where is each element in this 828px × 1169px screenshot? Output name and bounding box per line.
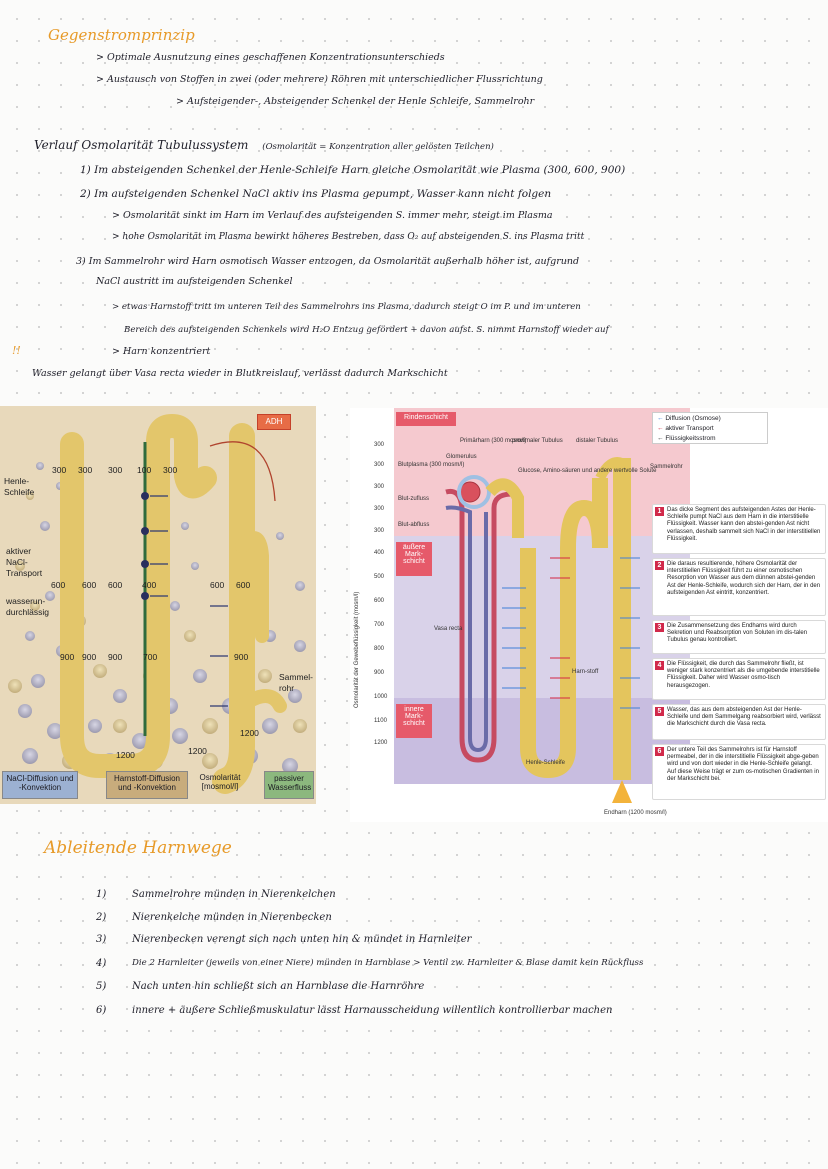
list-item: Nach unten hin schließt sich an Harnblase die Harnröhre [132,981,425,992]
osmo-value: 600 [210,580,225,590]
text-line: Wasser gelangt über Vasa recta wieder in Blutkreislauf, verlässt dadurch Markschicht [32,368,448,379]
osmo-value: 900 [108,652,123,662]
axis-tick-label: 1100 [374,718,387,724]
list-item: Sammelrohre münden in Nierenkelchen [132,889,336,900]
diagram-labels [398,438,683,816]
list-item: Die 2 Harnleiter (jeweils von einer Niere) münden in Harnblase > Ventil zw. Harnleiter & Blase damit kein Rückfluss [132,958,644,968]
margin-mark: !! [12,344,21,357]
osmo-value: 600 [236,580,251,590]
step-4: 4 Die Flüssigkeit, die durch das Sammelrohr fließt, ist weniger stark konzentriert als die umgebende interstitielle Flüssigkeit. Daher wird Wasser osmo-tisch herausgezogen. [652,658,826,700]
osmo-value: 900 [234,652,249,662]
osmo-value: 300 [52,465,67,475]
text-line: > Optimale Ausnutzung eines geschaffenen Konzentrationsunterschieds [96,52,445,63]
svg-text:Blut-zufluss: Blut-zufluss [398,496,430,502]
osmo-value: 700 [143,652,158,662]
axis-tick-label: 300 [374,462,385,468]
adh-label: ADH [257,414,291,430]
list-number: 2) [96,912,107,923]
list-number: 4) [96,958,107,969]
axis-tick-label: 600 [374,598,385,604]
legend-nacl: NaCl-Diffusion und -Konvektion [2,771,78,799]
text-line: > Aufsteigender-, Absteigender Schenkel der Henle Schleife, Sammelrohr [176,96,535,107]
legend-urea: Harnstoff-Diffusion und -Konvektion [106,771,188,799]
osmo-value: 100 [137,465,152,475]
axis-tick-label: 1000 [374,694,388,700]
axis-tick-label: 1200 [374,740,388,746]
section-title-gegenstrom: Gegenstromprinzip [48,26,195,44]
section-title-osmolaritaet [34,138,494,152]
osmo-value: 600 [51,580,66,590]
osmo-value: 300 [78,465,93,475]
text-line: 3) Im Sammelrohr wird Harn osmotisch Wasser entzogen, da Osmolarität außerhalb höher ist, aufgrund [76,256,580,267]
zone-cortex-label: Rindenschicht [396,412,456,426]
section-title-harnwege: Ableitende Harnwege [44,838,232,858]
axis-tick-label: 700 [374,622,385,628]
osmo-value: 1200 [116,750,135,760]
list-number: 6) [96,1005,107,1016]
axis-tick-label: 400 [374,550,385,556]
legend-flow: ← Flüssigkeitsstrom [657,435,716,442]
step-6: 6 Der untere Teil des Sammelrohrs ist für Harnstoff permeabel, der in die interstitielle Flüssigkeit abge-geben wird und von dort wieder in die Henle-Schleife gelangt. Auf diese Weise trägt er zum os-motischen Gradienten in der Markschicht bei. [652,744,826,800]
text-line: > Austausch von Stoffen in zwei (oder mehrere) Röhren mit unterschiedlicher Flussrichtung [96,74,543,85]
title-note: (Osmolarität = Konzentration aller gelösten Teilchen) [262,142,494,152]
axis-label: Osmolarität der Gewebeflüssigkeit (mosm/l) [354,591,360,708]
list-item: innere + äußere Schließmuskulatur lässt Harnausscheidung willentlich kontrollierbar machen [132,1005,613,1016]
title-main: Verlauf Osmolarität Tubulussystem [34,138,249,152]
arrow-legend [652,412,768,444]
step-1: 1 Das dicke Segment des aufsteigenden Astes der Henle-Schleife pumpt NaCl aus dem Harn in die interstitielle Flüssigkeit. Wasser kann den abstei-genden Ast nicht verlassen, deshalb sammelt sich NaCl in der interstitiellen Flüssigkeit. [652,504,826,554]
svg-text:Glucose, Amino-säuren und ande: Glucose, Amino-säuren und andere wertvolle Solute [518,468,657,474]
osmo-value: 600 [82,580,97,590]
legend-diffusion: ← Diffusion (Osmose) [657,415,721,422]
list-item: Nierenkelche münden in Nierenbecken [132,912,332,923]
text-line: 1) Im absteigenden Schenkel der Henle-Schleife Harn gleiche Osmolarität wie Plasma (300, 600, 900) [80,164,626,176]
step-5: 5 Wasser, das aus dem absteigenden Ast der Henle-Schleife und dem Sammelgang reabsorbiert wird, verlässt die Markschicht durch die Vasa recta. [652,704,826,740]
henle-loop-shape [72,426,205,766]
svg-text:Blut-abfluss: Blut-abfluss [398,522,430,528]
osmo-value: 900 [82,652,97,662]
axis-tick-label: 800 [374,646,385,652]
legend-osmolarity: Osmolarität [mosmol/l] [199,773,241,791]
step-3: 3 Die Zusammensetzung des Endharns wird durch Sekretion und Reabsorption von Soluten im dis-talen Tubulus genau kontrolliert. [652,620,826,654]
osmo-value: 1200 [240,728,259,738]
text-line: NaCl austritt im aufsteigenden Schenkel [96,276,293,287]
text-line: > Harn konzentriert [112,346,211,357]
svg-text:Endharn (1200 mosm/l): Endharn (1200 mosm/l) [604,810,667,816]
osmo-value: 900 [60,652,75,662]
legend-water: passiver Wasserfluss [264,771,314,799]
text-line: 2) Im aufsteigenden Schenkel NaCl aktiv ins Plasma gepumpt, Wasser kann nicht folgen [80,188,552,200]
osmo-value: 300 [163,465,178,475]
list-item: Nierenbecken verengt sich nach unten hin & mündet in Harnleiter [132,934,472,945]
axis-tick-label: 300 [374,528,385,534]
label-collecting-duct: Sammel- rohr [279,672,314,693]
figure-nephron-right [350,408,828,822]
svg-text:Blutplasma (300 mosm/l): Blutplasma (300 mosm/l) [398,462,465,468]
svg-text:distaler Tubulus: distaler Tubulus [576,438,619,444]
svg-text:Primärharn (300 mosm/l): Primärharn (300 mosm/l) [460,438,527,444]
osmolarity-axis [374,442,388,746]
legend-active: ← aktiver Transport [657,425,714,432]
henle-loop-shape [528,478,600,770]
svg-text:Henle-Schleife: Henle-Schleife [526,760,566,766]
svg-text:proximaler Tubulus: proximaler Tubulus [512,438,563,444]
text-line: Bereich des aufsteigenden Schenkels wird H₂O Entzug gefördert + davon aufst. S. nimmt Harnstoff wieder auf [124,325,609,335]
svg-text:Sammelrohr: Sammelrohr [650,464,683,470]
svg-text:Glomerulus: Glomerulus [446,454,477,460]
axis-tick-label: 300 [374,484,385,490]
text-line: > Osmolarität sinkt im Harn im Verlauf des aufsteigenden S. immer mehr, steigt im Plasma [112,210,553,221]
list-number: 3) [96,934,107,945]
osmo-value: 400 [142,580,157,590]
list-number: 1) [96,889,107,900]
axis-tick-label: 300 [374,506,385,512]
svg-text:Harn-stoff: Harn-stoff [572,669,599,675]
label-henle: Henle- Schleife [4,476,35,497]
svg-text:Vasa recta: Vasa recta [434,626,463,632]
zone-inner-label: innere Mark-schicht [396,704,432,738]
endharn-shape [612,780,632,803]
axis-tick-label: 500 [374,574,385,580]
osmo-value: 600 [108,580,123,590]
osmo-value: 300 [108,465,123,475]
zone-outer-label: äußere Mark-schicht [396,542,432,576]
axis-tick-label: 300 [374,442,385,448]
axis-tick-label: 900 [374,670,385,676]
figure-countercurrent-left [0,406,316,804]
label-active-nacl: aktiver NaCl- Transport [6,546,43,578]
label-water-impermeable: wasserun- durchlässig [6,596,49,617]
list-number: 5) [96,981,107,992]
text-line: > hohe Osmolarität im Plasma bewirkt höheres Bestreben, dass O₂ auf absteigenden S. ins Plasma tritt [112,232,585,242]
osmo-value: 1200 [188,746,207,756]
text-line: > etwas Harnstoff tritt im unteren Teil des Sammelrohrs ins Plasma, dadurch steigt O im P. und im unteren [112,302,581,312]
step-2: 2 Die daraus resultierende, höhere Osmolarität der interstitiellen Flüssigkeit führt zu einer osmotischen Resorption von Wasser aus dem dünnen abstei-genden Ast der Henle-Schleife, wodurch sich der Harn, der in den aufsteigenden Ast eintritt, konzentriert. [652,558,826,616]
